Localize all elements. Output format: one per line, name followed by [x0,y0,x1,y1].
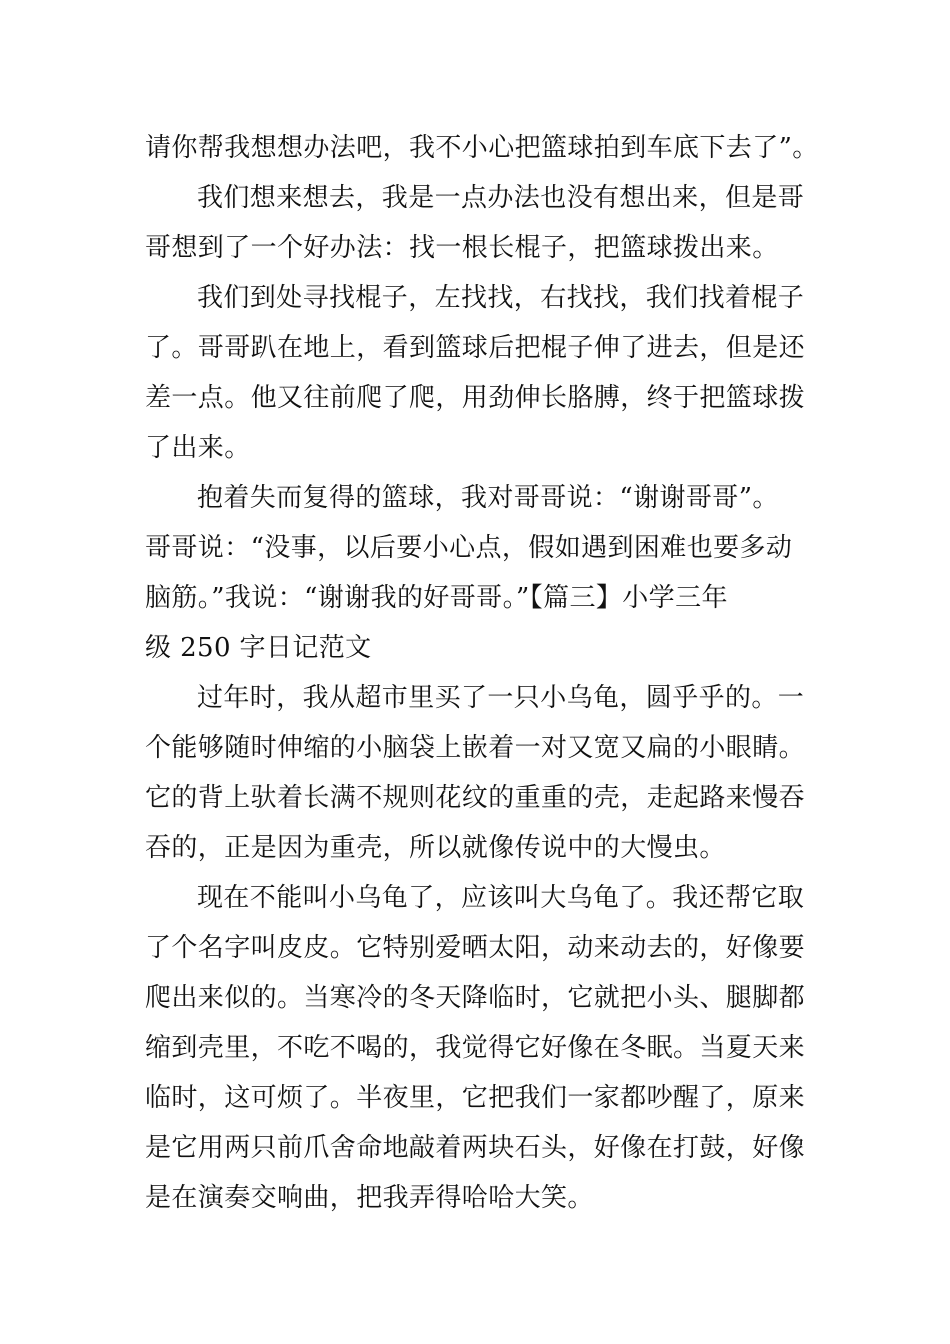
text-line: 我们想来想去，我是一点办法也没有想出来，但是哥 [197,183,805,213]
text-line: 缩到壳里，不吃不喝的，我觉得它好像在冬眠。当夏天来 [145,1033,806,1063]
text-line: 哥哥说：“没事，以后要小心点，假如遇到困难也要多动 [145,533,793,563]
text-line: 它的背上驮着长满不规则花纹的重重的壳，走起路来慢吞 [145,783,806,813]
text-line: 脑筋。”我说：“谢谢我的好哥哥。”【篇三】小学三年 [145,583,728,613]
text-line: 哥想到了一个好办法：找一根长棍子，把篮球拨出来。 [145,233,779,263]
text-line: 了个名字叫皮皮。它特别爱晒太阳，动来动去的，好像要 [145,933,806,963]
text-line: 是在演奏交响曲，把我弄得哈哈大笑。 [145,1183,594,1213]
text-line: 差一点。他又往前爬了爬，用劲伸长胳膊，终于把篮球拨 [145,383,806,413]
text-line: 是它用两只前爪舍命地敲着两块石头，好像在打鼓，好像 [145,1133,806,1163]
text-line: 临时，这可烦了。半夜里，它把我们一家都吵醒了，原来 [145,1083,806,1113]
text-line: 爬出来似的。当寒冷的冬天降临时，它就把小头、腿脚都 [145,983,806,1013]
text-line: 了出来。 [145,433,251,463]
text-line: 了。哥哥趴在地上，看到篮球后把棍子伸了进去，但是还 [145,333,806,363]
text-line: 现在不能叫小乌龟了，应该叫大乌龟了。我还帮它取 [197,883,805,913]
text-line: 吞的，正是因为重壳，所以就像传说中的大慢虫。 [145,833,726,863]
text-line: 我们到处寻找棍子，左找找，右找找，我们找着棍子 [197,283,805,313]
text-line: 过年时，我从超市里买了一只小乌龟，圆乎乎的。一 [197,683,805,713]
text-line: 个能够随时伸缩的小脑袋上嵌着一对又宽又扁的小眼睛。 [145,733,806,763]
text-line: 抱着失而复得的篮球，我对哥哥说：“谢谢哥哥”。 [197,483,779,513]
text-line: 请你帮我想想办法吧，我不小心把篮球拍到车底下去了”。 [145,133,819,163]
text-line: 级 250 字日记范文 [145,633,372,663]
